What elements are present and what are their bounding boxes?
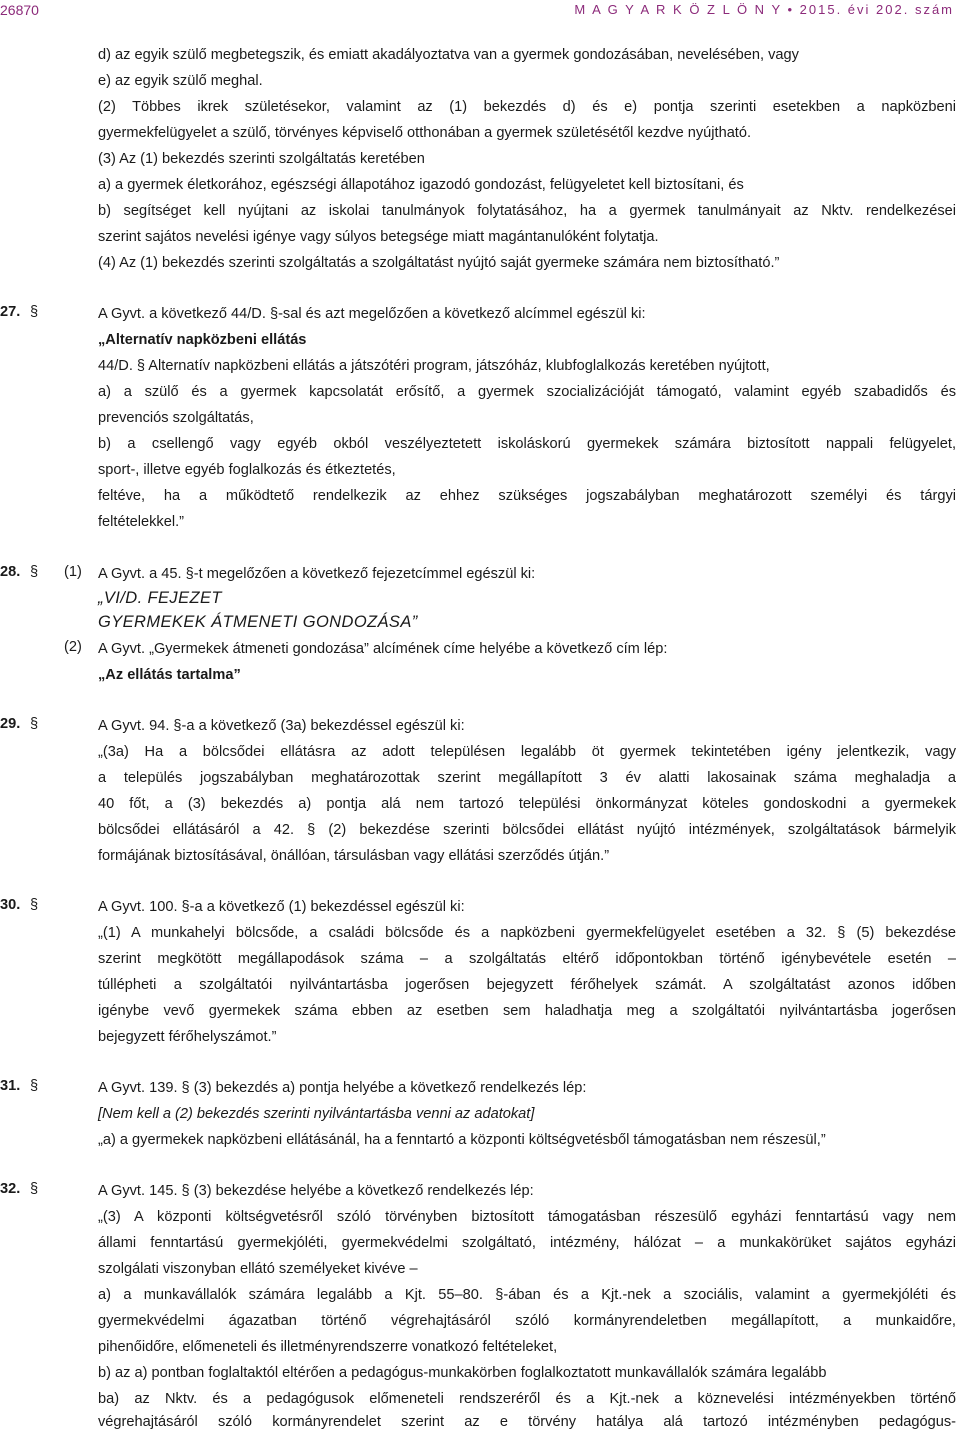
text-line: szerint sajátos nevelési igénye vagy súlyos betegsége miatt magántanulóként folytatja. xyxy=(98,229,659,245)
text-line: „(3) A központi költségvetésről szóló törvényben biztosított támogatásban részesülő egyházi fenntartású vagy nem xyxy=(98,1209,956,1225)
text-line: sport-, illetve egyéb foglalkozás és étkeztetés, xyxy=(98,462,396,478)
section-number: 30. xyxy=(0,897,21,913)
text-line: a) a munkavállalók számára legalább a Kjt. 55–80. §-ában és a Kjt.-nek a szociális, valamint a gyermekjóléti és xyxy=(98,1287,956,1303)
text-line: formájának biztosításával, önállóan, társulásban vagy ellátási szerződés útján.” xyxy=(98,848,610,864)
text-line: pihenőidőre, előmeneteli és illetményrendszerre vonatkozó feltételeket, xyxy=(98,1339,558,1355)
section-number: 27. xyxy=(0,304,21,320)
section-sign: § xyxy=(30,716,39,732)
text-line: [Nem kell a (2) bekezdés szerinti nyilvántartásba venni az adatokat] xyxy=(98,1106,535,1122)
text-line: A Gyvt. „Gyermekek átmeneti gondozása” alcímének címe helyébe a következő cím lép: xyxy=(98,641,668,657)
text-line: végrehajtásáról szóló kormányrendelet szerint az e törvény hatálya alá tartozó intézményben pedagógus- xyxy=(98,1414,956,1430)
text-line: e) az egyik szülő meghal. xyxy=(98,73,263,89)
section-number: 32. xyxy=(0,1181,21,1197)
text-line: b) az a) pontban foglaltaktól eltérően a pedagógus-munkakörben foglalkoztatott munkavállalók számára legalább xyxy=(98,1365,827,1381)
section-sign: § xyxy=(30,564,39,580)
chapter-subtitle: GYERMEKEK ÁTMENETI GONDOZÁSA” xyxy=(98,613,418,631)
text-line: b) segítséget kell nyújtani az iskolai tanulmányok folytatásához, ha a gyermek tanulmányait az Nktv. rendelkezései xyxy=(98,203,956,219)
subtitle: „Az ellátás tartalma” xyxy=(98,667,241,683)
text-line: igénybe vevő gyermekek száma ebben az esetben sem haladhatja meg a szolgáltatói nyilvántartásba jogerősen xyxy=(98,1003,956,1019)
text-line: a) a gyermek életkorához, egészségi állapotához igazodó gondozást, felügyeletet kell biztosítani, és xyxy=(98,177,744,193)
chapter-title: „VI/D. FEJEZET xyxy=(98,589,222,607)
text-line: (3) Az (1) bekezdés szerinti szolgáltatás keretében xyxy=(98,151,425,167)
text-line: A Gyvt. 94. §-a a következő (3a) bekezdéssel egészül ki: xyxy=(98,718,465,734)
text-line: a település jogszabályban meghatározottak szerint megállapított 3 év alatti lakosainak száma meghaladja a xyxy=(98,770,956,786)
text-line: állami fenntartású gyermekjóléti, gyermekvédelmi szolgáltató, intézmény, hálózat – a munkakörüket sajátos egyházi xyxy=(98,1235,956,1251)
section-number: 31. xyxy=(0,1078,21,1094)
subtitle: „Alternatív napközbeni ellátás xyxy=(98,332,307,348)
text-line: a) a szülő és a gyermek kapcsolatát erősítő, a gyermek szocializációját támogató, valamint egyéb szabadidős és xyxy=(98,384,956,400)
text-line: A Gyvt. 100. §-a a következő (1) bekezdéssel egészül ki: xyxy=(98,899,465,915)
text-line: szolgálati viszonyban ellátó személyeket kivéve – xyxy=(98,1261,418,1277)
text-line: feltételekkel.” xyxy=(98,514,184,530)
text-line: „(1) A munkahelyi bölcsőde, a családi bölcsőde és a napközbeni gyermekfelügyelet esetében a 32. § (5) bekezdése xyxy=(98,925,956,941)
text-line: „a) a gyermekek napközbeni ellátásánál, ha a fenntartó a központi költségvetésből támogatásban nem részesül,” xyxy=(98,1132,826,1148)
section-sign: § xyxy=(30,1078,39,1094)
subsection-number: (2) xyxy=(64,639,82,655)
section-sign: § xyxy=(30,1181,39,1197)
text-line: szerint megkötött megállapodások száma – a szolgáltatás eltérő időpontokban történő igénybevétele esetén – xyxy=(98,951,956,967)
section-number: 28. xyxy=(0,564,21,580)
text-line: gyermekfelügyelet a szülő, törvényes képviselő otthonában a gyermek születésétől kezdve nyújtható. xyxy=(98,125,752,141)
text-line: (2) Többes ikrek születésekor, valamint az (1) bekezdés d) és e) pontja szerinti esetekben a napközbeni xyxy=(98,99,956,115)
text-line: A Gyvt. a 45. §-t megelőzően a következő fejezetcímmel egészül ki: xyxy=(98,566,536,582)
text-line: túllépheti a szolgáltatói nyilvántartásba jogerősen bejegyzett férőhelyek számát. A szolgáltatást azonos időben xyxy=(98,977,956,993)
text-line: 40 főt, a (3) bekezdés a) pontja alá nem tartozó települési önkormányzat köteles gondoskodni a gyermekek xyxy=(98,796,956,812)
journal-title: M A G Y A R K Ö Z L Ö N Y • 2015. évi 202. szám xyxy=(574,2,954,17)
section-sign: § xyxy=(30,897,39,913)
text-line: d) az egyik szülő megbetegszik, és emiatt akadályoztatva van a gyermek gondozásában, nevelésében, vagy xyxy=(98,47,799,63)
text-line: prevenciós szolgáltatás, xyxy=(98,410,254,426)
text-line: (4) Az (1) bekezdés szerinti szolgáltatás a szolgáltatást nyújtó saját gyermeke számára nem biztosítható.” xyxy=(98,255,780,271)
text-line: gyermekvédelmi ágazatban történő végrehajtásáról szóló kormányrendeletben megállapított, a munkaidőre, xyxy=(98,1313,956,1329)
text-line: A Gyvt. 139. § (3) bekezdés a) pontja helyébe a következő rendelkezés lép: xyxy=(98,1080,587,1096)
text-line: b) a csellengő vagy egyéb okból veszélyeztetett iskoláskorú gyermekek számára biztosított nappali felügyelet, xyxy=(98,436,956,452)
text-line: „(3a) Ha a bölcsődei ellátásra az adott településen legalább öt gyermek tekintetében igény jelentkezik, vagy xyxy=(98,744,956,760)
text-line: A Gyvt. a következő 44/D. §-sal és azt megelőzően a következő alcímmel egészül ki: xyxy=(98,306,646,322)
subsection-number: (1) xyxy=(64,564,82,580)
text-line: ba) az Nktv. és a pedagógusok előmeneteli rendszeréről és a Kjt.-nek a köznevelési intézményekben történő xyxy=(98,1391,956,1407)
text-line: bejegyzett férőhelyszámot.” xyxy=(98,1029,277,1045)
text-line: A Gyvt. 145. § (3) bekezdése helyébe a következő rendelkezés lép: xyxy=(98,1183,534,1199)
text-line: 44/D. § Alternatív napközbeni ellátás a játszótéri program, játszóház, klubfoglalkozás keretében nyújtott, xyxy=(98,358,770,374)
text-line: bölcsődei ellátásáról a 42. § (2) bekezdése szerinti bölcsődei ellátást nyújtó intézmények, szolgáltatások bármelyik xyxy=(98,822,956,838)
text-line: feltéve, ha a működtető rendelkezik az ehhez szükséges jogszabályban meghatározott személyi és tárgyi xyxy=(98,488,956,504)
section-number: 29. xyxy=(0,716,21,732)
section-sign: § xyxy=(30,304,39,320)
page-number: 26870 xyxy=(0,2,39,18)
